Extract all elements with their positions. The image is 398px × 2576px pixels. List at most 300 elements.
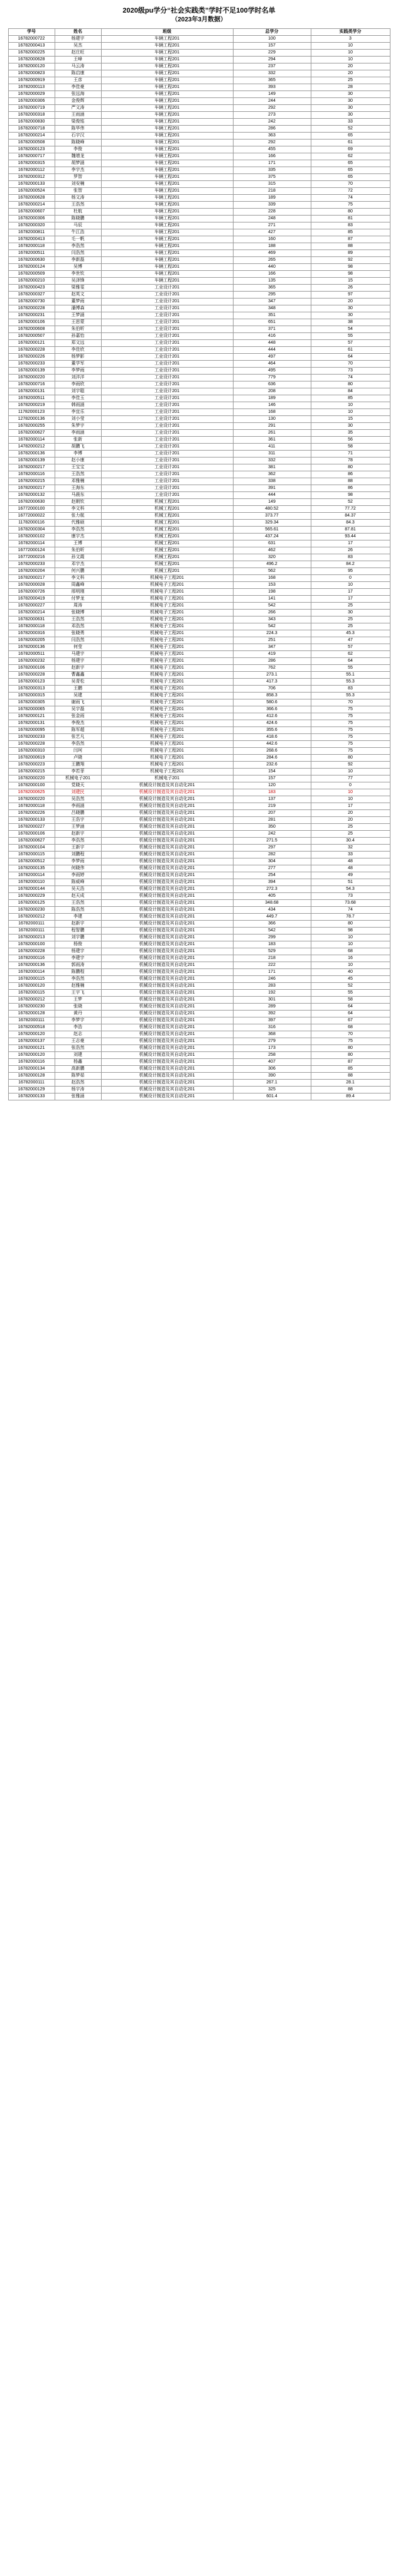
cell-total: 168 [233, 575, 311, 582]
cell-name: 卢晓 [55, 755, 101, 762]
cell-total: 289 [233, 1004, 311, 1011]
column-header-class: 班级 [101, 29, 233, 36]
cell-total: 393 [233, 84, 311, 91]
cell-id: 16782000225 [8, 50, 55, 57]
cell-total: 332 [233, 70, 311, 77]
cell-prac: 30 [311, 610, 390, 617]
table-row [8, 77, 390, 84]
cell-id: 16782000118 [8, 803, 55, 810]
cell-name: 王峰 [55, 57, 101, 63]
cell-prac: 97 [311, 292, 390, 299]
cell-name: 吴博 [55, 264, 101, 271]
cell-name: 杨建宇 [55, 658, 101, 665]
cell-prac: 51 [311, 879, 390, 886]
table-row [8, 1093, 390, 1100]
cell-name: 马辰 [55, 222, 101, 229]
table-row [8, 91, 390, 98]
cell-prac: 20 [311, 299, 390, 305]
cell-name: 周涛 [55, 603, 101, 610]
cell-prac: 86 [311, 471, 390, 478]
cell-name: 王宇飞 [55, 990, 101, 997]
table-row [8, 928, 390, 934]
cell-name: 闫浩然 [55, 250, 101, 257]
cell-total: 375 [233, 174, 311, 181]
table-row [8, 492, 390, 499]
table-row [8, 644, 390, 651]
cell-name: 杨建宇 [55, 948, 101, 955]
cell-total: 434 [233, 907, 311, 914]
table-row [8, 146, 390, 153]
table-row [8, 229, 390, 236]
cell-total: 299 [233, 934, 311, 941]
cell-name: 黄丹 [55, 1011, 101, 1017]
cell-total: 348 [233, 305, 311, 312]
cell-prac: 47 [311, 637, 390, 644]
cell-total: 371 [233, 326, 311, 333]
table-row [8, 181, 390, 188]
cell-total: 251 [233, 637, 311, 644]
cell-prac: 72 [311, 188, 390, 195]
table-row [8, 582, 390, 589]
table-row [8, 222, 390, 229]
cell-prac: 61 [311, 140, 390, 146]
cell-major: 工业设计201 [101, 299, 233, 305]
cell-id: 16772000216 [8, 554, 55, 561]
cell-major: 工业设计201 [101, 292, 233, 299]
cell-total: 329.34 [233, 520, 311, 527]
cell-name: 王雨涵 [55, 112, 101, 119]
cell-major: 工业设计201 [101, 430, 233, 437]
cell-major: 工业设计201 [101, 326, 233, 333]
cell-total: 168 [233, 409, 311, 416]
cell-id: 16782000115 [8, 990, 55, 997]
cell-name: 吴天浩 [55, 886, 101, 893]
cell-major: 机械设计制造及其自动化201 [101, 983, 233, 990]
cell-total: 365 [233, 285, 311, 292]
cell-prac: 87 [311, 1059, 390, 1066]
cell-major: 工业设计201 [101, 409, 233, 416]
cell-id: 16782000111 [8, 921, 55, 928]
cell-major: 工业设计201 [101, 478, 233, 485]
cell-prac: 55 [311, 665, 390, 672]
cell-major: 机械电子工程201 [101, 748, 233, 755]
cell-total: 273.1 [233, 672, 311, 679]
cell-prac: 30 [311, 112, 390, 119]
cell-id: 16782000619 [8, 755, 55, 762]
cell-prac: 68 [311, 948, 390, 955]
cell-id: 16782000125 [8, 900, 55, 907]
cell-major: 车辆工程201 [101, 243, 233, 250]
cell-prac: 25 [311, 824, 390, 831]
cell-id: 16782000217 [8, 485, 55, 492]
cell-name: 张艺凡 [55, 734, 101, 741]
cell-total: 343 [233, 617, 311, 623]
cell-id: 16782000229 [8, 893, 55, 900]
cell-major: 机械设计制造及其自动化201 [101, 1004, 233, 1011]
cell-prac: 83 [311, 686, 390, 693]
cell-total: 366 [233, 921, 311, 928]
cell-total: 440 [233, 264, 311, 271]
table-row [8, 824, 390, 831]
cell-name: 李雨欣 [55, 381, 101, 388]
cell-major: 机械设计制造及其自动化201 [101, 858, 233, 865]
cell-prac: 75 [311, 727, 390, 734]
table-row [8, 658, 390, 665]
table-row [8, 250, 390, 257]
cell-prac: 68 [311, 1024, 390, 1031]
cell-name: 何晓伟 [55, 865, 101, 872]
cell-id: 16782000100 [8, 782, 55, 789]
table-row [8, 983, 390, 990]
cell-id: 12782000136 [8, 416, 55, 423]
table-row [8, 637, 390, 644]
cell-prac: 55.3 [311, 693, 390, 699]
cell-total: 279 [233, 1038, 311, 1045]
table-row [8, 485, 390, 492]
cell-id: 16782000719 [8, 105, 55, 112]
table-row [8, 271, 390, 278]
cell-id: 16782000220 [8, 796, 55, 803]
table-row [8, 153, 390, 160]
cell-major: 车辆工程201 [101, 63, 233, 70]
table-row [8, 416, 390, 423]
cell-name: 刘安楠 [55, 181, 101, 188]
cell-major: 机械设计制造及其自动化201 [101, 1038, 233, 1045]
cell-id: 16782000233 [8, 361, 55, 368]
cell-major: 机械设计制造及其自动化201 [101, 824, 233, 831]
cell-id: 16782000509 [8, 271, 55, 278]
cell-name: 杨梦影 [55, 354, 101, 361]
table-row [8, 1073, 390, 1080]
cell-name: 王梦涵 [55, 312, 101, 319]
cell-total: 381 [233, 464, 311, 471]
cell-major: 机械电子工程201 [101, 693, 233, 699]
cell-major: 机械设计制造及其自动化201 [101, 1052, 233, 1059]
cell-total: 542 [233, 928, 311, 934]
cell-total: 311 [233, 451, 311, 458]
cell-major: 工业设计201 [101, 451, 233, 458]
cell-id: 16782000419 [8, 596, 55, 603]
table-row [8, 693, 390, 699]
cell-id: 16782000111 [8, 928, 55, 934]
cell-total: 350 [233, 824, 311, 831]
cell-prac: 48 [311, 858, 390, 865]
table-row [8, 554, 390, 561]
cell-id: 16782000116 [8, 955, 55, 962]
cell-prac: 10 [311, 769, 390, 776]
cell-name: 马晨东 [55, 492, 101, 499]
cell-major: 机械设计制造及其自动化201 [101, 921, 233, 928]
cell-prac: 70 [311, 361, 390, 368]
cell-major: 工业设计201 [101, 340, 233, 347]
cell-prac: 64 [311, 658, 390, 665]
cell-major: 车辆工程201 [101, 57, 233, 63]
cell-name: 党晓天 [55, 782, 101, 789]
table-row [8, 900, 390, 907]
cell-prac: 64 [311, 354, 390, 361]
cell-name: 刘建民 [55, 789, 101, 796]
cell-name: 郭雨涛 [55, 962, 101, 969]
cell-total: 219 [233, 803, 311, 810]
cell-total: 315 [233, 181, 311, 188]
cell-id: 16782000139 [8, 368, 55, 375]
cell-major: 机械设计制造及其自动化201 [101, 879, 233, 886]
cell-name: 陈梦茹 [55, 1073, 101, 1080]
cell-major: 机械电子工程201 [101, 755, 233, 762]
cell-id: 16782000214 [8, 133, 55, 140]
cell-name: 陈华伟 [55, 126, 101, 133]
table-row [8, 167, 390, 174]
cell-name: 刘建 [55, 1052, 101, 1059]
cell-id: 16782000205 [8, 637, 55, 644]
cell-name: 罗智 [55, 174, 101, 181]
cell-name: 赵小康 [55, 458, 101, 464]
table-row [8, 893, 390, 900]
cell-name: 李浩然 [55, 976, 101, 983]
cell-name: 周鑫峰 [55, 582, 101, 589]
cell-prac: 74 [311, 195, 390, 202]
table-row [8, 921, 390, 928]
cell-total: 392 [233, 1011, 311, 1017]
cell-total: 130 [233, 416, 311, 423]
cell-id: 16782000226 [8, 354, 55, 361]
table-row [8, 105, 390, 112]
cell-prac: 77 [311, 776, 390, 782]
table-row [8, 305, 390, 312]
cell-total: 277 [233, 865, 311, 872]
cell-total: 361 [233, 437, 311, 444]
table-row [8, 506, 390, 513]
cell-total: 146 [233, 402, 311, 409]
cell-total: 283 [233, 983, 311, 990]
cell-name: 李若菲 [55, 769, 101, 776]
cell-id: 16782000316 [8, 630, 55, 637]
cell-id: 16782000214 [8, 610, 55, 617]
table-row [8, 471, 390, 478]
cell-prac: 92 [311, 762, 390, 769]
cell-major: 机械设计制造及其自动化201 [101, 1011, 233, 1017]
table-row [8, 1087, 390, 1093]
cell-id: 16782000518 [8, 1024, 55, 1031]
cell-prac: 10 [311, 43, 390, 50]
cell-total: 137 [233, 796, 311, 803]
table-row [8, 1045, 390, 1052]
cell-total: 282 [233, 852, 311, 858]
cell-name: 李浩然 [55, 741, 101, 748]
cell-prac: 75 [311, 202, 390, 209]
cell-id: 16782000304 [8, 527, 55, 534]
table-row [8, 886, 390, 893]
cell-name: 王志豪 [55, 1038, 101, 1045]
cell-prac: 35 [311, 430, 390, 437]
cell-major: 机械设计制造及其自动化201 [101, 865, 233, 872]
cell-id: 16782000228 [8, 672, 55, 679]
cell-major: 工业设计201 [101, 444, 233, 451]
cell-id: 16782000512 [8, 858, 55, 865]
cell-major: 机械工程201 [101, 520, 233, 527]
table-row [8, 907, 390, 914]
cell-major: 工业设计201 [101, 354, 233, 361]
cell-id: 16782000217 [8, 575, 55, 582]
cell-total: 294 [233, 57, 311, 63]
cell-major: 机械设计制造及其自动化201 [101, 928, 233, 934]
cell-major: 工业设计201 [101, 485, 233, 492]
cell-prac: 57 [311, 340, 390, 347]
cell-total: 232.6 [233, 762, 311, 769]
cell-major: 车辆工程201 [101, 216, 233, 222]
cell-major: 工业设计201 [101, 464, 233, 471]
table-row [8, 1080, 390, 1087]
table-row [8, 395, 390, 402]
cell-id: 16782000627 [8, 430, 55, 437]
cell-total: 858.3 [233, 693, 311, 699]
cell-total: 261 [233, 430, 311, 437]
cell-name: 刘鹏程 [55, 852, 101, 858]
cell-major: 工业设计201 [101, 402, 233, 409]
table-row [8, 617, 390, 623]
column-header-practice: 实践类学分 [311, 29, 390, 36]
table-row [8, 748, 390, 755]
cell-prac: 55.3 [311, 679, 390, 686]
table-row [8, 278, 390, 285]
cell-total: 266 [233, 610, 311, 617]
cell-prac: 89 [311, 250, 390, 257]
cell-major: 机械设计制造及其自动化201 [101, 955, 233, 962]
cell-id: 16782000511 [8, 651, 55, 658]
cell-prac: 65 [311, 167, 390, 174]
cell-name: 张晓博 [55, 610, 101, 617]
cell-prac: 83 [311, 554, 390, 561]
cell-id: 16782000305 [8, 699, 55, 706]
cell-major: 车辆工程201 [101, 105, 233, 112]
cell-id: 16782000215 [8, 478, 55, 485]
cell-id: 16782000106 [8, 831, 55, 838]
cell-major: 机械工程201 [101, 568, 233, 575]
cell-major: 工业设计201 [101, 437, 233, 444]
cell-name: 李梦雨 [55, 368, 101, 375]
cell-major: 车辆工程201 [101, 119, 233, 126]
table-row [8, 451, 390, 458]
cell-prac: 73 [311, 368, 390, 375]
cell-total: 272.3 [233, 886, 311, 893]
cell-id: 16782000313 [8, 686, 55, 693]
cell-prac: 73.68 [311, 900, 390, 907]
cell-total: 347 [233, 299, 311, 305]
cell-major: 机械工程201 [101, 547, 233, 554]
table-row [8, 1031, 390, 1038]
cell-total: 407 [233, 1059, 311, 1066]
cell-prac: 70 [311, 699, 390, 706]
table-row [8, 160, 390, 167]
cell-name: 吴青松 [55, 679, 101, 686]
table-row [8, 340, 390, 347]
cell-total: 166 [233, 271, 311, 278]
table-row [8, 672, 390, 679]
cell-prac: 10 [311, 409, 390, 416]
table-row [8, 375, 390, 381]
table-row [8, 444, 390, 451]
cell-name: 张新 [55, 437, 101, 444]
cell-id: 16782000232 [8, 658, 55, 665]
cell-name: 王浩然 [55, 617, 101, 623]
cell-prac: 30 [311, 105, 390, 112]
cell-id: 16782000608 [8, 326, 55, 333]
cell-major: 车辆工程201 [101, 112, 233, 119]
cell-prac: 70 [311, 1031, 390, 1038]
cell-major: 机械电子工程201 [101, 637, 233, 644]
cell-major: 车辆工程201 [101, 250, 233, 257]
cell-id: 16782000722 [8, 36, 55, 43]
cell-name: 王梦涵 [55, 824, 101, 831]
cell-total: 405 [233, 893, 311, 900]
column-header-total: 总学分 [233, 29, 311, 36]
cell-id: 16782000139 [8, 458, 55, 464]
cell-total: 462 [233, 547, 311, 554]
cell-id: 16782000630 [8, 257, 55, 264]
cell-total: 301 [233, 997, 311, 1004]
table-row [8, 782, 390, 789]
cell-major: 工业设计201 [101, 285, 233, 292]
cell-major: 机械电子工程201 [101, 727, 233, 734]
cell-name: 李浩然 [55, 243, 101, 250]
cell-id: 16782000215 [8, 769, 55, 776]
cell-prac: 10 [311, 582, 390, 589]
table-row [8, 478, 390, 485]
cell-prac: 88 [311, 1087, 390, 1093]
cell-prac: 98 [311, 264, 390, 271]
cell-name: 代雅硕 [55, 520, 101, 527]
cell-id: 16782000133 [8, 817, 55, 824]
cell-major: 车辆工程201 [101, 140, 233, 146]
table-row [8, 623, 390, 630]
cell-prac: 84.37 [311, 513, 390, 520]
table-row [8, 796, 390, 803]
cell-name: 李博 [55, 451, 101, 458]
cell-name: 刘小莹 [55, 416, 101, 423]
cell-name: 陈晓鹏 [55, 216, 101, 222]
table-row [8, 50, 390, 57]
cell-major: 机械设计制造及其自动化201 [101, 845, 233, 852]
cell-total: 497 [233, 354, 311, 361]
cell-name: 邓雅楠 [55, 478, 101, 485]
cell-major: 机械设计制造及其自动化201 [101, 990, 233, 997]
cell-major: 机械电子工程201 [101, 603, 233, 610]
cell-major: 工业设计201 [101, 375, 233, 381]
cell-total: 207 [233, 810, 311, 817]
cell-major: 机械电子201 [101, 776, 233, 782]
cell-name: 杨俊 [55, 941, 101, 948]
student-table [8, 28, 390, 1100]
cell-total: 418.6 [233, 734, 311, 741]
cell-prac: 80 [311, 464, 390, 471]
cell-major: 车辆工程201 [101, 181, 233, 188]
cell-total: 339 [233, 202, 311, 209]
cell-total: 248 [233, 216, 311, 222]
cell-total: 237 [233, 63, 311, 70]
cell-name: 张雅涵 [55, 1093, 101, 1100]
cell-total: 192 [233, 990, 311, 997]
cell-total: 153 [233, 582, 311, 589]
cell-id: 16782000124 [8, 264, 55, 271]
table-row [8, 319, 390, 326]
cell-id: 16782000028 [8, 582, 55, 589]
cell-major: 机械电子工程201 [101, 582, 233, 589]
cell-id: 16782000226 [8, 810, 55, 817]
cell-id: 16772000022 [8, 513, 55, 520]
cell-total: 427 [233, 229, 311, 236]
table-row [8, 948, 390, 955]
cell-major: 工业设计201 [101, 381, 233, 388]
